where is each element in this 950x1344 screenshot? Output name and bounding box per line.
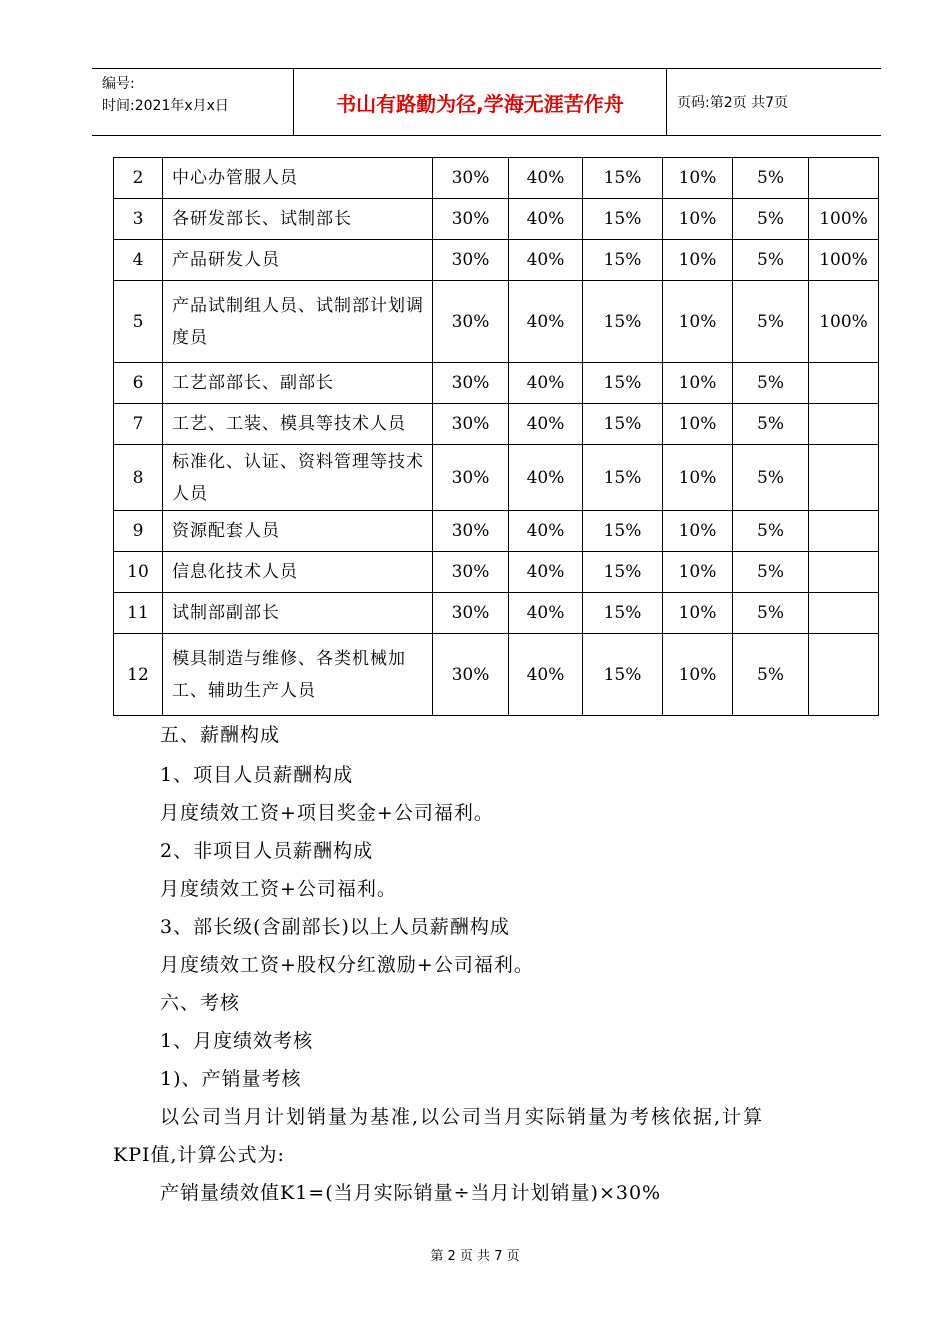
cell-ratio-5: 5% xyxy=(733,158,809,199)
row-position: 标准化、认证、资料管理等技术人员 xyxy=(163,445,433,511)
row-number: 6 xyxy=(114,363,163,404)
section-heading: 六、考核 xyxy=(160,992,241,1014)
cell-ratio-3: 15% xyxy=(583,158,663,199)
table-row xyxy=(114,552,879,593)
cell-ratio-4: 10% xyxy=(663,281,733,363)
cell-ratio-4: 10% xyxy=(663,445,733,511)
header-number-label: 编号: xyxy=(102,76,135,92)
cell-ratio-1: 30% xyxy=(433,634,509,716)
row-number: 12 xyxy=(114,634,163,716)
cell-ratio-6 xyxy=(809,404,879,445)
cell-ratio-6: 100% xyxy=(809,199,879,240)
table-row xyxy=(114,511,879,552)
cell-ratio-2: 40% xyxy=(509,158,583,199)
paragraph: 月度绩效工资+项目奖金+公司福利。 xyxy=(160,802,494,824)
cell-ratio-2: 40% xyxy=(509,363,583,404)
cell-ratio-6 xyxy=(809,445,879,511)
header-divider xyxy=(293,69,294,135)
table-row xyxy=(114,593,879,634)
table-row xyxy=(114,240,879,281)
subsection-heading: 2、非项目人员薪酬构成 xyxy=(160,840,374,862)
cell-ratio-6: 100% xyxy=(809,281,879,363)
row-number: 4 xyxy=(114,240,163,281)
row-number: 2 xyxy=(114,158,163,199)
cell-ratio-4: 10% xyxy=(663,634,733,716)
cell-ratio-5: 5% xyxy=(733,281,809,363)
cell-ratio-5: 5% xyxy=(733,199,809,240)
row-position: 工艺部部长、副部长 xyxy=(163,363,433,404)
cell-ratio-1: 30% xyxy=(433,552,509,593)
table-row xyxy=(114,199,879,240)
row-position: 资源配套人员 xyxy=(163,511,433,552)
cell-ratio-6 xyxy=(809,552,879,593)
cell-ratio-3: 15% xyxy=(583,404,663,445)
cell-ratio-6 xyxy=(809,593,879,634)
cell-ratio-2: 40% xyxy=(509,593,583,634)
paragraph: 以公司当月计划销量为基准,以公司当月实际销量为考核依据,计算 xyxy=(160,1106,765,1128)
table-row xyxy=(114,158,879,199)
cell-ratio-1: 30% xyxy=(433,281,509,363)
cell-ratio-6 xyxy=(809,158,879,199)
cell-ratio-3: 15% xyxy=(583,363,663,404)
cell-ratio-4: 10% xyxy=(663,199,733,240)
cell-ratio-3: 15% xyxy=(583,240,663,281)
cell-ratio-1: 30% xyxy=(433,363,509,404)
cell-ratio-4: 10% xyxy=(663,404,733,445)
cell-ratio-6: 100% xyxy=(809,240,879,281)
table-row xyxy=(114,404,879,445)
cell-ratio-1: 30% xyxy=(433,404,509,445)
cell-ratio-5: 5% xyxy=(733,593,809,634)
cell-ratio-6 xyxy=(809,511,879,552)
formula: 产销量绩效值K1=(当月实际销量÷当月计划销量)×30% xyxy=(160,1182,662,1204)
paragraph: 月度绩效工资+股权分红激励+公司福利。 xyxy=(160,954,534,976)
row-position: 试制部副部长 xyxy=(163,593,433,634)
salary-ratio-table xyxy=(113,157,879,716)
cell-ratio-5: 5% xyxy=(733,404,809,445)
subsection-heading: 1、月度绩效考核 xyxy=(160,1030,314,1052)
cell-ratio-3: 15% xyxy=(583,552,663,593)
cell-ratio-2: 40% xyxy=(509,281,583,363)
row-number: 3 xyxy=(114,199,163,240)
row-position: 信息化技术人员 xyxy=(163,552,433,593)
row-position: 各研发部长、试制部长 xyxy=(163,199,433,240)
cell-ratio-3: 15% xyxy=(583,445,663,511)
cell-ratio-2: 40% xyxy=(509,445,583,511)
table-row xyxy=(114,634,879,716)
cell-ratio-6 xyxy=(809,634,879,716)
cell-ratio-1: 30% xyxy=(433,593,509,634)
cell-ratio-3: 15% xyxy=(583,511,663,552)
header-time-label: 时间:2021年x月x日 xyxy=(102,98,229,114)
row-position: 产品试制组人员、试制部计划调度员 xyxy=(163,281,433,363)
row-number: 9 xyxy=(114,511,163,552)
subsection-heading: 3、部长级(含副部长)以上人员薪酬构成 xyxy=(160,916,510,938)
cell-ratio-2: 40% xyxy=(509,634,583,716)
header-divider xyxy=(666,69,667,135)
cell-ratio-5: 5% xyxy=(733,445,809,511)
cell-ratio-5: 5% xyxy=(733,511,809,552)
cell-ratio-5: 5% xyxy=(733,634,809,716)
row-number: 8 xyxy=(114,445,163,511)
row-position: 工艺、工装、模具等技术人员 xyxy=(163,404,433,445)
cell-ratio-2: 40% xyxy=(509,240,583,281)
row-position: 模具制造与维修、各类机械加工、辅助生产人员 xyxy=(163,634,433,716)
header-motto: 书山有路勤为径,学海无涯苦作舟 xyxy=(336,91,624,116)
cell-ratio-2: 40% xyxy=(509,404,583,445)
table-row xyxy=(114,281,879,363)
cell-ratio-4: 10% xyxy=(663,240,733,281)
cell-ratio-1: 30% xyxy=(433,158,509,199)
subsection-heading: 1)、产销量考核 xyxy=(160,1068,302,1090)
cell-ratio-2: 40% xyxy=(509,552,583,593)
cell-ratio-4: 10% xyxy=(663,593,733,634)
paragraph: KPI值,计算公式为: xyxy=(113,1144,285,1166)
page-header xyxy=(92,68,881,136)
section-heading: 五、薪酬构成 xyxy=(160,724,281,746)
cell-ratio-5: 5% xyxy=(733,552,809,593)
cell-ratio-3: 15% xyxy=(583,593,663,634)
cell-ratio-1: 30% xyxy=(433,511,509,552)
cell-ratio-4: 10% xyxy=(663,552,733,593)
cell-ratio-4: 10% xyxy=(663,511,733,552)
row-number: 7 xyxy=(114,404,163,445)
row-position: 中心办管服人员 xyxy=(163,158,433,199)
cell-ratio-1: 30% xyxy=(433,445,509,511)
row-number: 5 xyxy=(114,281,163,363)
table-row xyxy=(114,445,879,511)
cell-ratio-2: 40% xyxy=(509,511,583,552)
cell-ratio-6 xyxy=(809,363,879,404)
page-footer: 第 2 页 共 7 页 xyxy=(430,1249,520,1264)
row-position: 产品研发人员 xyxy=(163,240,433,281)
row-number: 10 xyxy=(114,552,163,593)
cell-ratio-4: 10% xyxy=(663,363,733,404)
cell-ratio-5: 5% xyxy=(733,363,809,404)
document-body xyxy=(113,720,890,1212)
cell-ratio-5: 5% xyxy=(733,240,809,281)
cell-ratio-4: 10% xyxy=(663,158,733,199)
header-page-info: 页码:第2页 共7页 xyxy=(677,95,788,111)
paragraph: 月度绩效工资+公司福利。 xyxy=(160,878,397,900)
cell-ratio-1: 30% xyxy=(433,199,509,240)
table-row xyxy=(114,363,879,404)
row-number: 11 xyxy=(114,593,163,634)
cell-ratio-2: 40% xyxy=(509,199,583,240)
cell-ratio-1: 30% xyxy=(433,240,509,281)
cell-ratio-3: 15% xyxy=(583,634,663,716)
cell-ratio-3: 15% xyxy=(583,199,663,240)
cell-ratio-3: 15% xyxy=(583,281,663,363)
header-meta xyxy=(102,73,229,117)
subsection-heading: 1、项目人员薪酬构成 xyxy=(160,764,354,786)
